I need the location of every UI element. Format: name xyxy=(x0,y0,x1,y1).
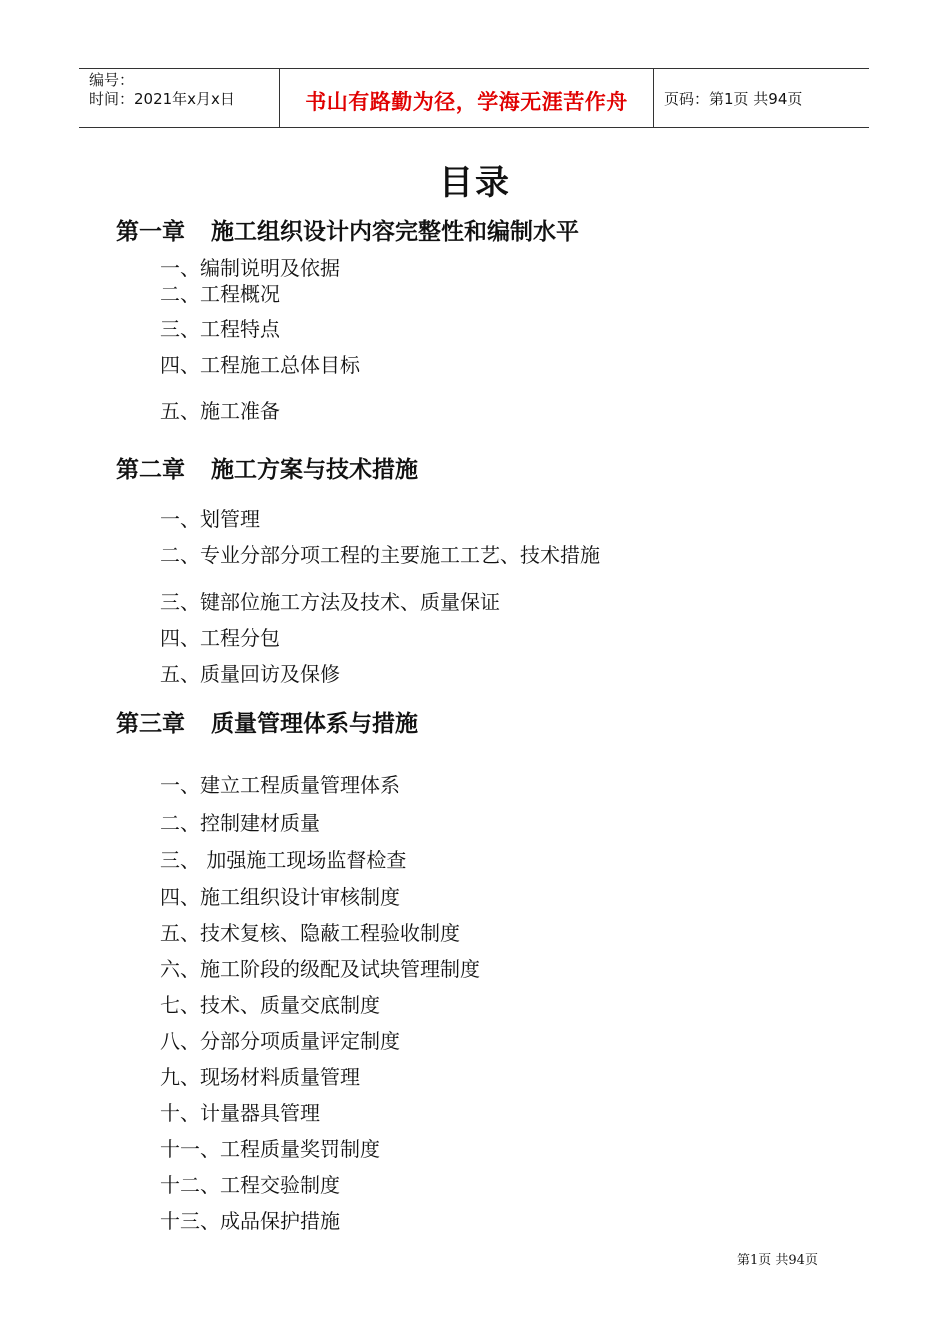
chapter-heading xyxy=(116,705,418,738)
chapter-label: 第三章 xyxy=(116,711,185,737)
toc-item: 二、专业分部分项工程的主要施工工艺、技术措施 xyxy=(160,543,600,567)
toc-item: 五、技术复核、隐蔽工程验收制度 xyxy=(160,921,460,945)
toc-item: 五、施工准备 xyxy=(160,399,280,423)
toc-item: 十一、工程质量奖罚制度 xyxy=(160,1137,380,1161)
toc-item: 六、施工阶段的级配及试块管理制度 xyxy=(160,957,480,981)
toc-item: 十二、工程交验制度 xyxy=(160,1173,340,1197)
toc-item: 四、施工组织设计审核制度 xyxy=(160,885,400,909)
toc-item: 三、 加强施工现场监督检查 xyxy=(160,848,407,872)
chapter-title: 施工方案与技术措施 xyxy=(211,457,418,483)
header-motto: 书山有路勤为径，学海无涯苦作舟 xyxy=(305,90,628,114)
toc-item: 十、计量器具管理 xyxy=(160,1101,320,1125)
chapter-label: 第一章 xyxy=(116,219,185,245)
chapter-title: 施工组织设计内容完整性和编制水平 xyxy=(211,219,579,245)
toc-item: 四、工程施工总体目标 xyxy=(160,353,360,377)
toc-item: 九、现场材料质量管理 xyxy=(160,1065,360,1089)
toc-item: 一、编制说明及依据 xyxy=(160,256,340,280)
toc-item: 八、分部分项质量评定制度 xyxy=(160,1029,400,1053)
chapter-heading xyxy=(116,451,418,484)
toc-item: 二、控制建材质量 xyxy=(160,811,320,835)
toc-item: 一、划管理 xyxy=(160,507,260,531)
header-time-label: 时间：2021年x月x日 xyxy=(89,90,235,108)
toc-item: 二、工程概况 xyxy=(160,282,280,306)
toc-item: 七、技术、质量交底制度 xyxy=(160,993,380,1017)
header-number-label: 编号： xyxy=(89,71,135,89)
header-divider xyxy=(653,69,654,127)
page-footer: 第1页 共94页 xyxy=(737,1253,818,1268)
toc-title: 目录 xyxy=(439,163,511,203)
toc-item: 三、键部位施工方法及技术、质量保证 xyxy=(160,590,500,614)
toc-item: 五、质量回访及保修 xyxy=(160,662,340,686)
page-header xyxy=(79,68,869,128)
toc-item: 三、工程特点 xyxy=(160,317,280,341)
chapter-title: 质量管理体系与措施 xyxy=(211,711,418,737)
toc-item: 十三、成品保护措施 xyxy=(160,1209,340,1233)
header-meta xyxy=(89,71,235,109)
toc-item: 四、工程分包 xyxy=(160,626,280,650)
toc-item: 一、建立工程质量管理体系 xyxy=(160,773,400,797)
header-page-info: 页码：第1页 共94页 xyxy=(664,90,803,108)
chapter-heading xyxy=(116,213,579,246)
chapter-label: 第二章 xyxy=(116,457,185,483)
